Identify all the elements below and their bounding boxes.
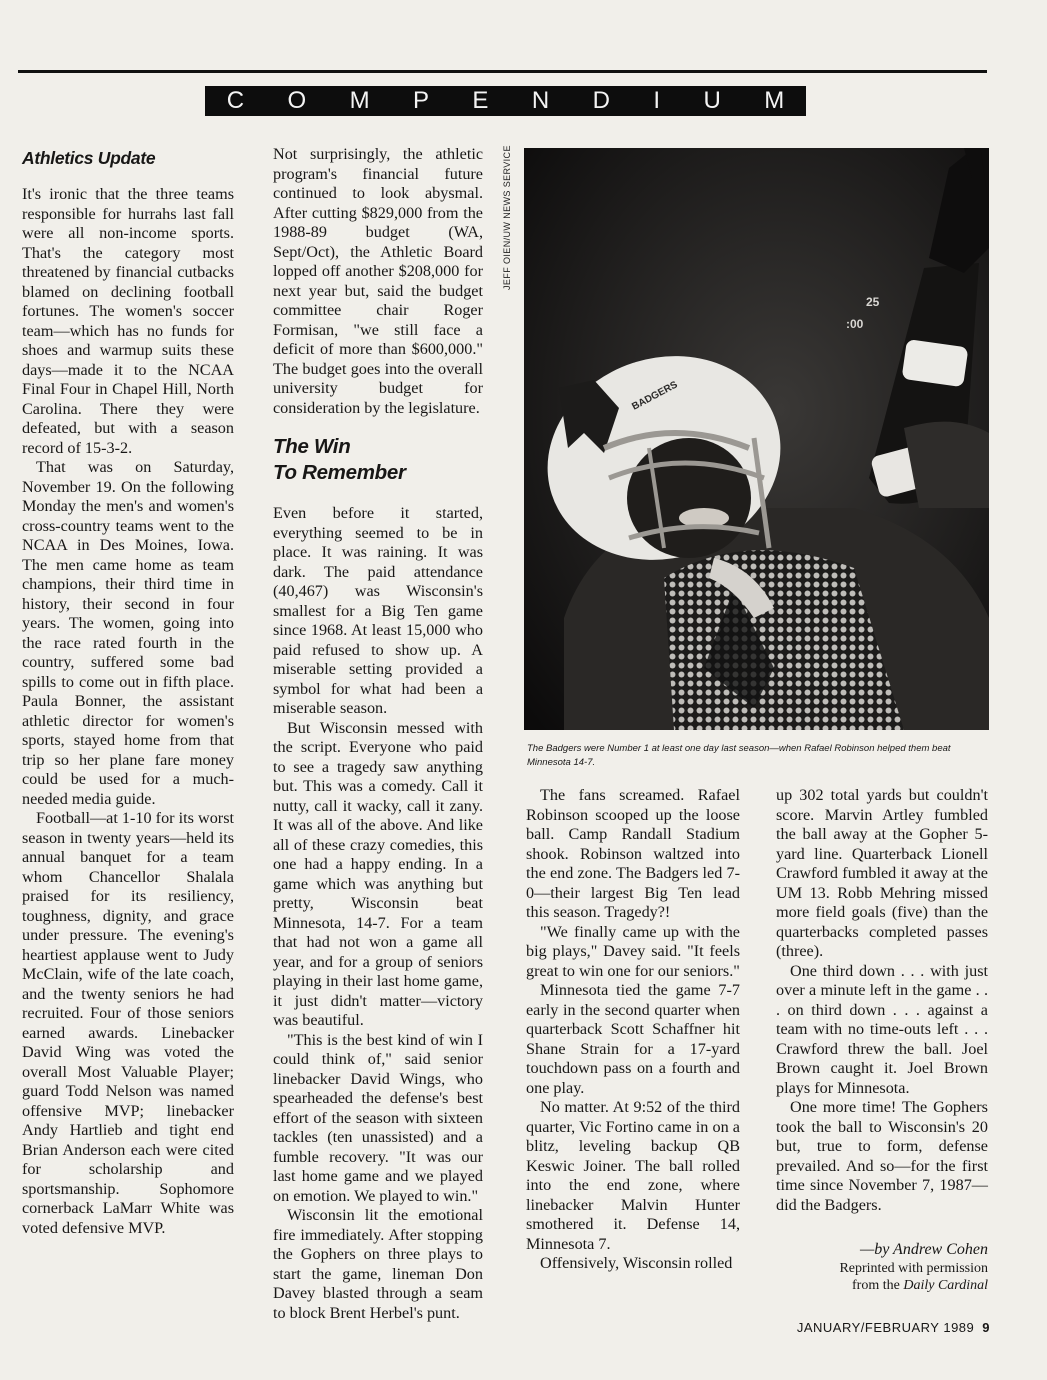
banner-letter: C [226, 87, 245, 114]
title-line: The Win [273, 435, 351, 458]
column-3 [526, 786, 740, 1274]
paragraph: Not surprisingly, the athletic program's financial future continued to look abysmal. After cutting $829,000 from the 1988-89 budget (WA, Sept/Oct), the Athletic Board lopped off another $208,000 for next year but, said the budget committee chair Roger Formisan, "we still face a deficit of more than $600,000." The budget goes into the overall university budget for consideration by the legislature. [273, 145, 483, 417]
reprint-note: Reprinted with permission [839, 1261, 988, 1276]
title-line: To Remember [273, 461, 406, 484]
byline-block [776, 1240, 988, 1294]
banner-letter: M [349, 87, 370, 114]
column-1 [22, 147, 234, 1238]
scoreboard-clock: :00 [846, 317, 864, 331]
page-footer [760, 1320, 990, 1335]
scoreboard-number: 25 [866, 295, 880, 309]
reprint-source [776, 1277, 988, 1294]
paragraph: That was on Saturday, November 19. On the following Monday the men's and women's cross-country teams went to the NCAA in Des Moines, Iowa. The men came home as team champions, their third time in history, their second in four years. The women, going into the race rated fourth in the country, suffered some bad spills to come out in fifth place. Paula Bonner, the assistant athletic director for women's sports, stayed home from that trip so her plane fare money could be used for a much-needed media guide. [22, 458, 234, 808]
paragraph: It's ironic that the three teams responsible for hurrahs last fall were all non-income sports. That's the category most threatened by financial cutbacks blamed on declining football fortunes. The women's soccer team—which has no funds for shoes and warmup suits these days—made it to the NCAA Final Four in Chapel Hill, North Carolina. There they were defeated, but with a season record of 15-3-2. [22, 185, 234, 457]
issue-date: JANUARY/FEBRUARY 1989 [796, 1320, 975, 1335]
paragraph: The fans screamed. Rafael Robinson scooped up the loose ball. Camp Randall Stadium shook. Robinson waltzed into the end zone. The Badgers led 7-0—their largest Big Ten lead this season. Tragedy?! [526, 786, 740, 921]
byline: —by Andrew Cohen [860, 1241, 988, 1258]
top-rule [18, 70, 987, 73]
football-player-photo [524, 148, 989, 730]
article-title-athletics: Athletics Update [22, 148, 156, 168]
paragraph: Minnesota tied the game 7-7 early in the second quarter when quarterback Scott Schaffner hit Shane Strain for a 17-yard touchdown pass on a fourth and one play. [526, 981, 740, 1097]
banner-letter: M [764, 87, 785, 114]
publication-name: Daily Cardinal [903, 1278, 988, 1293]
paragraph: up 302 total yards but couldn't score. Marvin Artley fumbled the ball away at the Gopher 5-yard line. Quarterback Lionell Crawford fumbled it away at the UM 13. Robb Mehring missed more field goals (five) than the quarterbacks completed passes (three). [776, 786, 988, 960]
column-2 [273, 145, 483, 1323]
paragraph: No matter. At 9:52 of the third quarter, Vic Fortino came in on a blitz, leveling backup QB Keswic Joiner. The ball rolled into the end zone, where linebacker Malvin Hunter smothered it. Defense 14, Minnesota 7. [526, 1098, 740, 1253]
banner-letter: N [531, 87, 550, 114]
reprint-prefix: from the [852, 1278, 904, 1293]
banner-letter: E [472, 87, 489, 114]
photo-caption: The Badgers were Number 1 at least one day last season—when Rafael Robinson helped them beat Minnesota 14-7. [527, 743, 951, 768]
paragraph: But Wisconsin messed with the script. Everyone who paid to see a tragedy saw anything but. This was a comedy. Call it nutty, call it wacky, call it zany. It was all of the above. And like all of these crazy comedies, this one had a happy ending. In a game which was anything but pretty, Wisconsin beat Minnesota, 14-7. For a team that had not won a game all year, and for a group of seniors playing in their last home game, it just didn't matter—victory was beautiful. [273, 718, 483, 1029]
column-4 [776, 786, 988, 1215]
banner-letter: D [592, 87, 610, 114]
paragraph: Football—at 1-10 for its worst season in twenty years—held its annual banquet for a team whom Chancellor Shalala praised for its resiliency, toughness, dignity, and grace under pressure. The evening's heartiest applause went to Judy McClain, wife of the late coach, and the twenty seniors he had recruited. Four of those seniors earned awards. Linebacker David Wing was voted the overall Most Valuable Player; guard Todd Nelson was named offensive MVP; linebacker Andy Hartlieb and tight end Brian Anderson each were cited for scholarship and sportsmanship. Sophomore cornerback LaMarr White was voted defensive MVP. [22, 809, 234, 1237]
article-title-win [273, 434, 483, 486]
banner-letter: P [412, 87, 429, 114]
helmet-text: BADGERS [630, 379, 680, 413]
paragraph: Even before it started, everything seemed to be in place. It was raining. It was dark. The paid attendance (40,467) was Wisconsin's smallest for a Big Ten game since 1968. At least 15,000 who paid refused to show up. A miserable setting provided a symbol for what had been a miserable season. [273, 504, 483, 717]
paragraph: "We finally came up with the big plays," Davey said. "It feels great to win one for our seniors." [526, 922, 740, 980]
banner-letter: I [653, 87, 661, 114]
section-banner [205, 86, 806, 116]
banner-letter: U [703, 87, 721, 114]
paragraph: "This is the best kind of win I could think of," said senior linebacker David Wings, who spearheaded the defense's best effort of the season with sixteen tackles (ten unassisted) and a fumble recovery. "It was our last home game and we played on emotion. We played to win." [273, 1030, 483, 1205]
page-number: 9 [982, 1320, 990, 1335]
paragraph: Offensively, Wisconsin rolled [540, 1254, 733, 1272]
paragraph: One more time! The Gophers took the ball to Wisconsin's 20 but, true to form, defense prevailed. And so—for the first time since November 7, 1987—did the Badgers. [776, 1098, 988, 1214]
paragraph: Wisconsin lit the emotional fire immediately. After stopping the Gophers on three plays to start the game, lineman Don Davey blasted through a seam to block Brent Herbel's punt. [273, 1206, 483, 1322]
photo-credit: JEFF OIEN/UW NEWS SERVICE [502, 145, 512, 290]
banner-letter: O [287, 87, 307, 114]
paragraph: One third down . . . with just over a minute left in the game . . . on third down . . . against a team with no time-outs left . . . Crawford threw the ball. Joel Brown caught it. Joel Brown plays for Minnesota. [776, 961, 988, 1097]
